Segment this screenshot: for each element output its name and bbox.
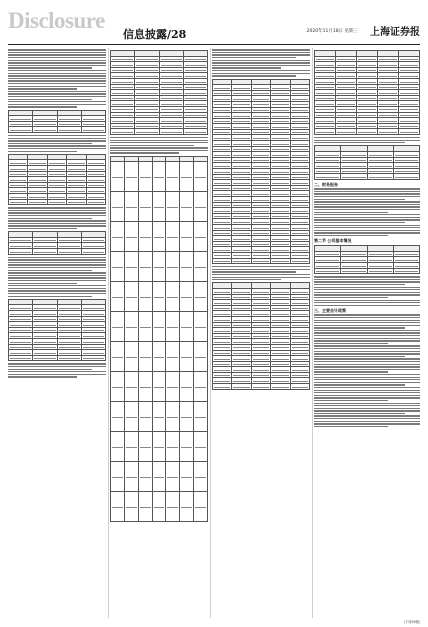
section-heading: 第二节 公司基本情况 — [314, 238, 352, 244]
column-3 — [212, 48, 310, 618]
body-text-block — [8, 363, 106, 377]
masthead-rule — [8, 44, 420, 45]
brand-logo: Disclosure — [8, 8, 105, 33]
body-text-block — [314, 314, 420, 427]
column-divider — [210, 48, 211, 618]
body-text-block — [110, 137, 208, 154]
body-text-block — [8, 207, 106, 229]
body-text-block — [8, 257, 106, 297]
data-table — [8, 231, 106, 254]
newspaper-name: 上海证券报 — [370, 27, 420, 38]
body-text-block — [212, 266, 310, 280]
data-table — [314, 245, 420, 274]
body-text-block — [8, 135, 106, 152]
section-heading: 二、财务报告 — [314, 181, 338, 187]
section-title: 信息披露/28 — [123, 28, 187, 41]
column-2 — [110, 48, 208, 618]
column-divider — [108, 48, 109, 618]
column-4 — [314, 48, 420, 618]
publication-date: 2020年11月18日 星期三 — [306, 29, 358, 34]
masthead — [8, 6, 420, 46]
body-text-block — [314, 188, 420, 236]
data-table — [8, 299, 106, 362]
body-text-block — [314, 137, 420, 143]
data-table — [110, 50, 208, 135]
data-table — [110, 156, 208, 523]
column-divider — [312, 48, 313, 618]
body-text-block — [212, 49, 310, 76]
data-table — [8, 154, 106, 205]
continued-notice: (下转29版) — [403, 620, 420, 624]
column-1 — [8, 48, 106, 618]
data-table — [212, 282, 310, 389]
data-table — [314, 50, 420, 135]
body-text-block — [8, 49, 106, 107]
data-table — [8, 110, 106, 133]
data-table — [314, 145, 420, 180]
data-table — [212, 79, 310, 265]
body-text-block — [314, 276, 420, 306]
section-heading: 三、主要会计政策 — [314, 308, 346, 314]
